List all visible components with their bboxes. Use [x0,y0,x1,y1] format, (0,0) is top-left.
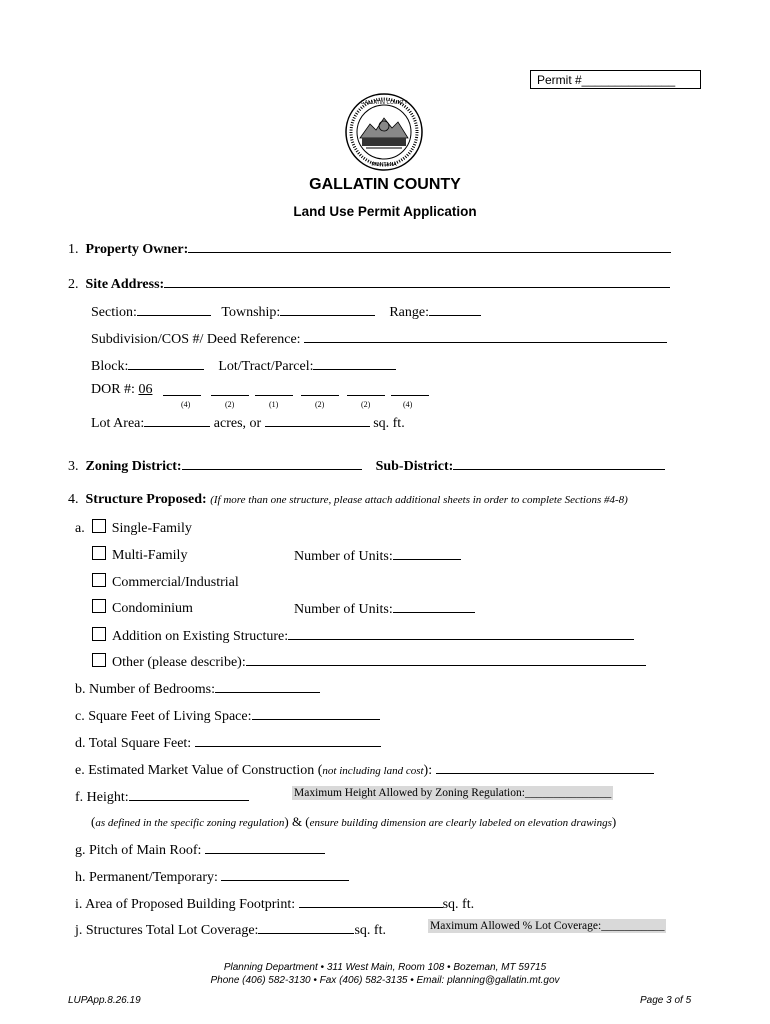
svg-text:GALLATIN COUNTY: GALLATIN COUNTY [360,100,408,106]
dor-field-5[interactable] [347,382,385,396]
township-field[interactable] [280,302,375,316]
subdivision-row [91,329,667,348]
dor-label: DOR #: [91,382,135,397]
dor-hint: (1) [269,400,279,409]
township-label: Township: [221,305,281,320]
lot-area-label: Lot Area: [91,416,145,431]
addition-label: Addition on Existing Structure: [112,629,289,644]
other-checkbox[interactable] [92,653,106,667]
dor-field-3[interactable] [255,382,293,396]
permanent-temporary-label: h. Permanent/Temporary: [75,870,218,885]
market-value-label: e. Estimated Market Value of Construction ( [75,763,323,778]
condominium-checkbox[interactable] [92,599,106,613]
range-field[interactable] [429,302,481,316]
definition-note [91,814,616,830]
bedrooms-label: b. Number of Bedrooms: [75,682,215,697]
addition-checkbox[interactable] [92,627,106,641]
sub-district-label: Sub-District: [375,459,454,474]
single-family-label: Single-Family [111,521,192,536]
permit-number-box[interactable] [530,70,701,89]
condominium-units-field[interactable] [393,599,475,613]
dor-fields [163,382,433,412]
dor-field-2[interactable] [211,382,249,396]
commercial-row [92,573,239,591]
dor-hint: (4) [403,400,413,409]
item-letter: a. [75,521,85,536]
definition-note-b: ensure building dimension are clearly labeled on elevation drawings [309,817,612,829]
multi-family-units-row [294,546,461,565]
total-square-feet-row [75,733,381,752]
multi-family-checkbox[interactable] [92,546,106,560]
living-space-label: c. Square Feet of Living Space: [75,709,252,724]
market-value-row [75,760,654,779]
lot-coverage-field[interactable] [258,920,354,934]
property-owner-label: Property Owner: [85,242,189,257]
living-space-row [75,706,380,725]
subdivision-label: Subdivision/COS #/ Deed Reference: [91,332,301,347]
lot-label: Lot/Tract/Parcel: [218,359,314,374]
form-code: LUPApp.8.26.19 [68,995,141,1006]
site-address-field[interactable] [164,274,670,288]
acres-or-label: acres, or [213,416,262,431]
section-label: Section: [91,305,137,320]
market-value-field[interactable] [436,760,654,774]
condominium-row [92,599,193,617]
acres-field[interactable] [144,413,210,427]
sqft-label: sq. ft. [373,416,405,431]
roof-pitch-field[interactable] [205,840,325,854]
other-row [92,652,646,671]
block-label: Block: [91,359,129,374]
zoning-district-label: Zoning District: [85,459,182,474]
dor-hint: (2) [361,400,371,409]
block-lot-row [91,356,396,375]
total-square-feet-field[interactable] [195,733,381,747]
structure-proposed-label: Structure Proposed: [85,492,207,507]
height-field[interactable] [129,787,249,801]
living-space-field[interactable] [252,706,380,720]
section-number: 3. [68,459,79,474]
condominium-label: Condominium [112,601,193,616]
single-family-row [75,519,192,537]
permit-number-label: Permit #______________ [537,73,676,87]
lot-field[interactable] [313,356,396,370]
sub-district-field[interactable] [453,456,665,470]
dor-row [91,382,152,398]
footprint-sqft-label: sq. ft. [442,897,475,912]
paren: ( [91,814,96,829]
units-label: Number of Units: [294,549,393,564]
paren: ) & ( [284,814,310,829]
property-owner-field[interactable] [188,239,671,253]
market-value-note: not including land cost [322,765,424,777]
units-label: Number of Units: [294,602,393,617]
zoning-row [68,456,665,475]
footprint-row [75,894,474,913]
svg-text:MONTANA: MONTANA [371,162,397,168]
height-row [75,787,249,806]
county-seal-logo [344,92,424,172]
range-label: Range: [389,305,429,320]
section-field[interactable] [137,302,211,316]
site-address-label: Site Address: [85,277,165,292]
bedrooms-field[interactable] [215,679,320,693]
dor-hint: (2) [225,400,235,409]
page-subtitle: Land Use Permit Application [293,204,477,219]
page-number: Page 3 of 5 [640,995,692,1006]
footer-address: Planning Department • 311 West Main, Room 108 • Bozeman, MT 59715 [223,962,547,973]
subdivision-field[interactable] [304,329,667,343]
market-value-label-end: ): [423,763,433,778]
block-field[interactable] [128,356,204,370]
addition-row [92,626,634,645]
addition-field[interactable] [288,626,634,640]
bedrooms-row [75,679,320,698]
section-number: 4. [68,492,79,507]
dor-field-4[interactable] [301,382,339,396]
other-label: Other (please describe): [112,655,246,670]
footprint-label: i. Area of Proposed Building Footprint: [75,897,296,912]
condominium-units-row [294,599,475,618]
permanent-temporary-row [75,867,349,886]
section-number: 1. [68,242,79,257]
roof-pitch-row [75,840,325,859]
dor-hint: (2) [315,400,325,409]
structure-proposed-note: (If more than one structure, please attach additional sheets in order to complete Sections #4-8) [210,494,628,506]
paren: ) [611,814,617,829]
sqft-field[interactable] [265,413,370,427]
property-owner-row [68,239,671,258]
section-number: 2. [68,277,79,292]
footprint-field[interactable] [299,894,443,908]
site-address-row [68,274,670,293]
commercial-checkbox[interactable] [92,573,106,587]
roof-pitch-label: g. Pitch of Main Roof: [75,843,202,858]
structure-proposed-row [68,492,628,508]
section-township-range-row [91,302,481,321]
lot-coverage-row [75,920,386,939]
lot-coverage-label: j. Structures Total Lot Coverage: [75,923,259,938]
zoning-district-field[interactable] [182,456,362,470]
other-field[interactable] [246,652,646,666]
page-title: GALLATIN COUNTY [309,176,461,193]
dor-field-6[interactable] [391,382,429,396]
total-square-feet-label: d. Total Square Feet: [75,736,192,751]
dor-hint: (4) [181,400,191,409]
height-label: f. Height: [75,790,129,805]
dor-prefix-value: 06 [138,382,153,397]
max-lot-coverage-note: Maximum Allowed % Lot Coverage:___________ [430,920,665,932]
permanent-temporary-field[interactable] [221,867,349,881]
definition-note-a: as defined in the specific zoning regulation [95,817,285,829]
multi-family-units-field[interactable] [393,546,461,560]
max-height-note: Maximum Height Allowed by Zoning Regulation:_______________ [294,787,612,799]
commercial-label: Commercial/Industrial [112,575,239,590]
lot-area-row [91,413,405,432]
dor-field-1[interactable] [163,382,201,396]
lot-coverage-sqft-label: sq. ft. [354,923,386,938]
single-family-checkbox[interactable] [92,519,106,533]
footer-contact: Phone (406) 582-3130 • Fax (406) 582-3135 • Email: planning@gallatin.mt.gov [210,975,560,986]
multi-family-label: Multi-Family [112,548,188,563]
multi-family-row [92,546,187,564]
